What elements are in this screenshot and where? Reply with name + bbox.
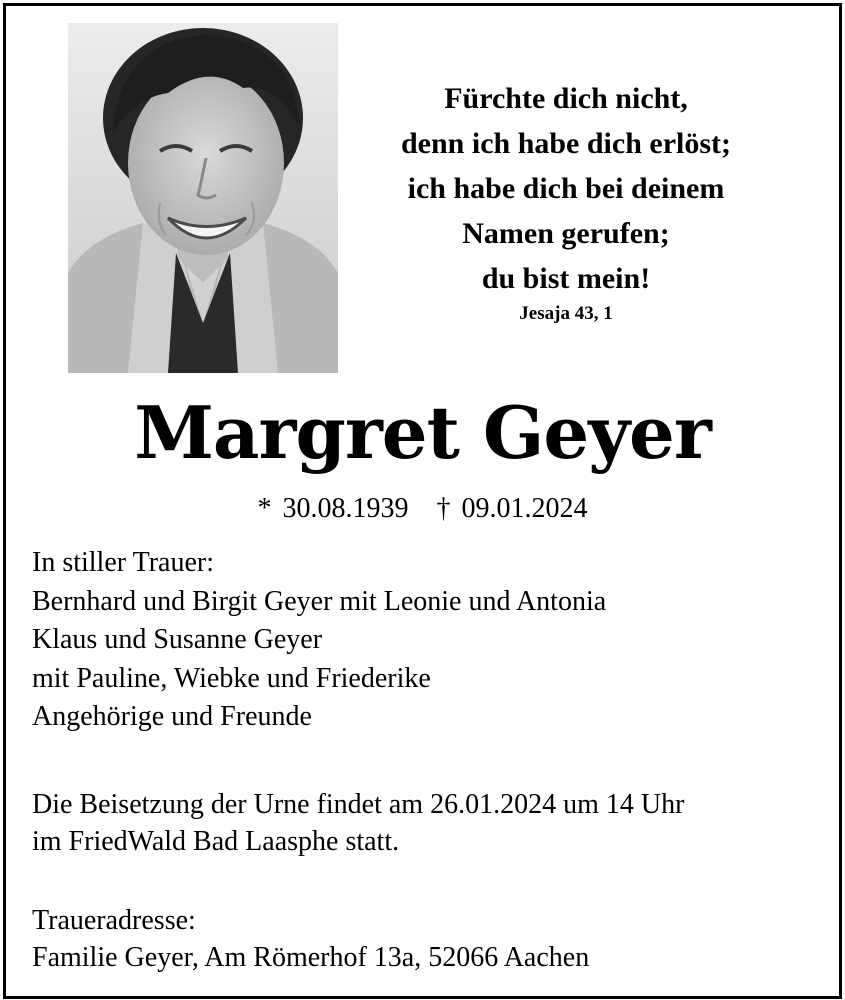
burial-line: im FriedWald Bad Laasphe statt. — [32, 826, 400, 857]
verse-line: ich habe dich bei deinem — [407, 172, 725, 205]
verse-line: Namen gerufen; — [462, 217, 670, 250]
address-line: Familie Geyer, Am Römerhof 13a, 52066 Aachen — [32, 942, 590, 973]
mourner-line: Bernhard und Birgit Geyer mit Leonie und Antonia — [32, 585, 607, 617]
portrait-photo — [68, 23, 338, 373]
verse-line: denn ich habe dich erlöst; — [400, 127, 732, 160]
address-heading: Traueradresse: — [32, 905, 196, 936]
mourner-line: Angehörige und Freunde — [32, 701, 312, 732]
mourner-line: mit Pauline, Wiebke und Friederike — [32, 662, 431, 694]
life-dates — [6, 491, 839, 527]
verse-reference: Jesaja 43, 1 — [519, 303, 613, 324]
obituary-notice — [3, 3, 842, 999]
verse-line: Fürchte dich nicht, — [444, 82, 688, 115]
mourner-line: Klaus und Susanne Geyer — [32, 624, 323, 655]
mourners-heading: In stiller Trauer: — [32, 547, 214, 578]
burial-line: Die Beisetzung der Urne findet am 26.01.2024 um 14 Uhr — [32, 789, 685, 820]
mourners-list — [32, 544, 832, 737]
birth-date: * 30.08.1939 — [257, 493, 409, 524]
burial-info — [32, 786, 832, 860]
deceased-name: Margret Geyer — [134, 390, 711, 475]
mourning-address — [32, 902, 832, 976]
portrait-image — [68, 23, 338, 373]
bible-verse — [346, 76, 786, 301]
death-date: † 09.01.2024 — [436, 493, 588, 524]
verse-line: du bist mein! — [481, 262, 651, 295]
